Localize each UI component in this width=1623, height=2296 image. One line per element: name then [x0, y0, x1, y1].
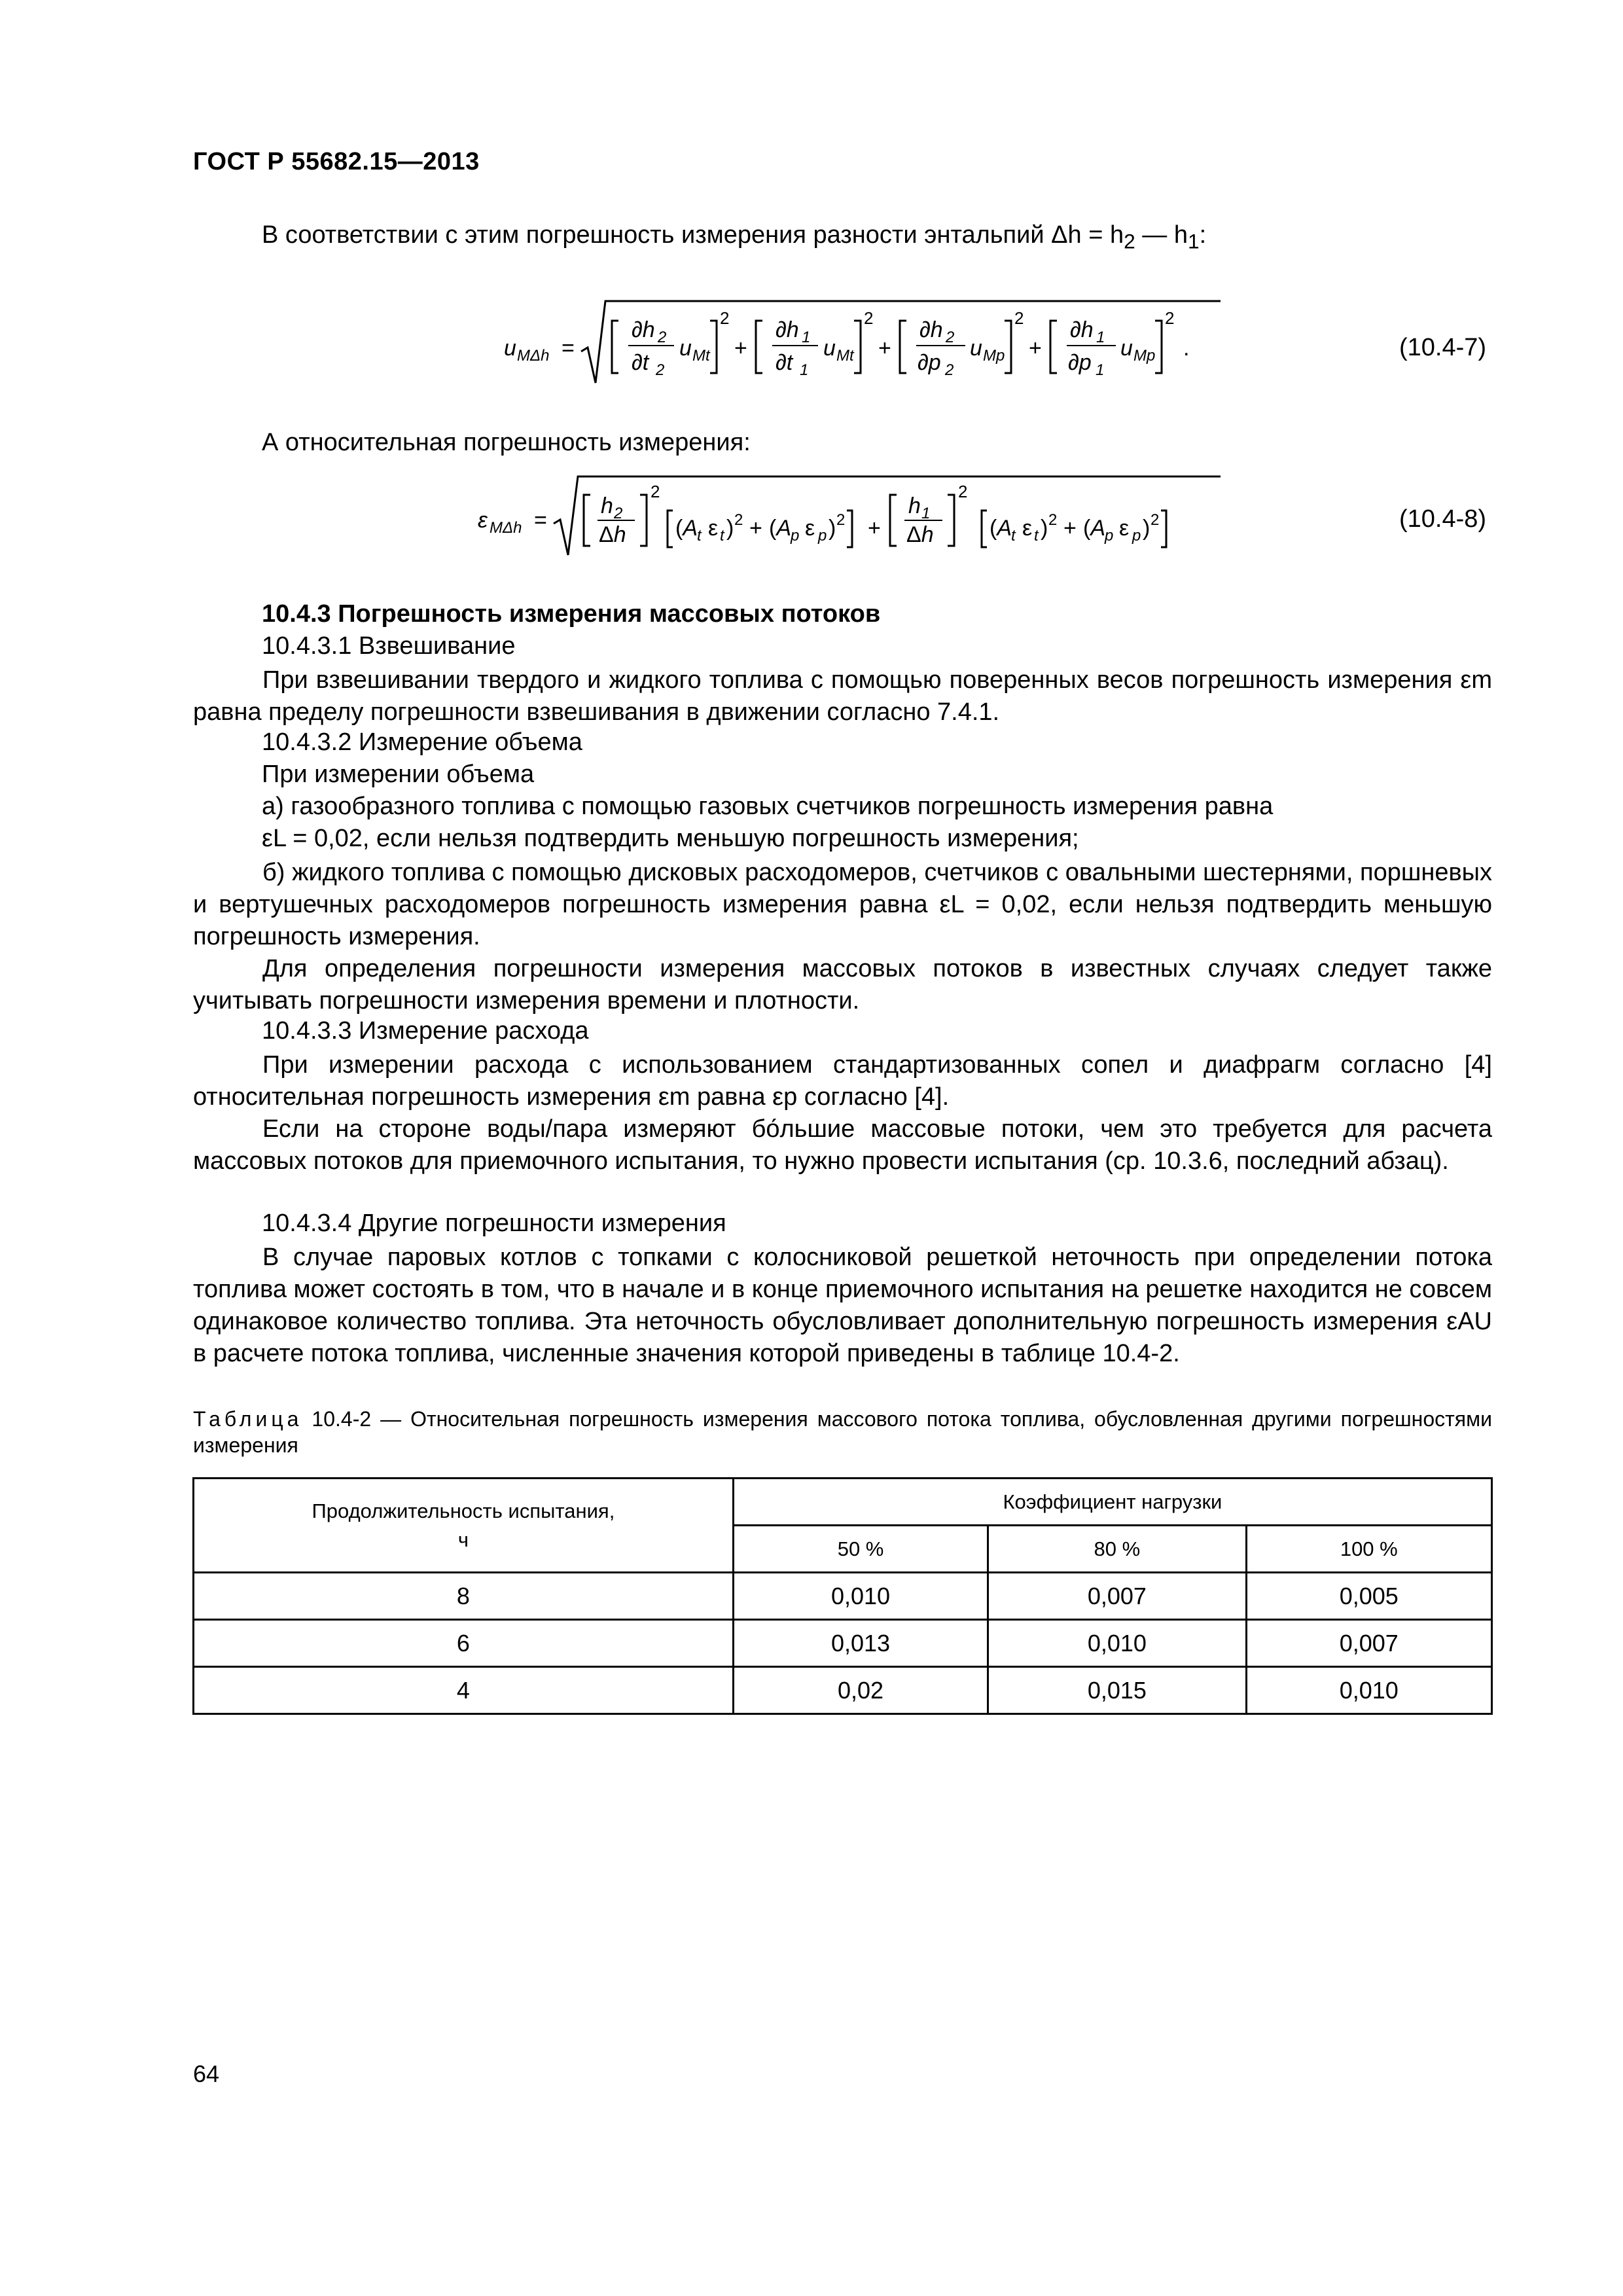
subsection-title-10-4-3-2: 10.4.3.2 Измерение объема [262, 728, 582, 756]
header-100: 100 % [1246, 1526, 1491, 1573]
svg-text:1: 1 [1096, 329, 1105, 346]
svg-text:p: p [818, 527, 827, 545]
svg-text:1: 1 [1096, 361, 1105, 379]
svg-text:MΔh: MΔh [517, 347, 550, 365]
subsection-title-10-4-3-1: 10.4.3.1 Взвешивание [262, 632, 516, 660]
svg-text:u: u [1120, 336, 1133, 361]
table-row [194, 1620, 1492, 1667]
table-caption-label: Таблица [193, 1407, 303, 1431]
svg-text:+: + [749, 516, 762, 541]
svg-text:∂p: ∂p [1068, 350, 1092, 375]
svg-text:MΔh: MΔh [490, 519, 522, 537]
table-cell: 0,010 [988, 1620, 1246, 1667]
volume-intro: При измерении объема [262, 761, 535, 788]
other-errors-paragraph: В случае паровых котлов с топками с колосниковой решеткой неточность при определении потока топлива может состоять в том, что в начале и в конце приемочного испытания на решетке находится не совсем одинаковое количество топлива. Эта неточность обусловливает дополнительную погрешность измерения εAU в расчете потока топлива, численные значения которой приведены в таблице 10.4-2. [193, 1244, 1492, 1367]
svg-text:2: 2 [656, 361, 665, 379]
svg-text:p: p [1132, 527, 1141, 545]
table-cell: 8 [194, 1573, 734, 1620]
volume-item-a: а) газообразного топлива с помощью газовых счетчиков погрешность измерения равна [262, 793, 1274, 820]
relative-error-label: А относительная погрешность измерения: [262, 429, 751, 456]
svg-text:2: 2 [658, 329, 667, 346]
svg-text:ε: ε [708, 516, 719, 541]
svg-text:=: = [562, 336, 575, 361]
flow-paragraph-2: Если на стороне воды/пара измеряют бо́льшие массовые потоки, чем это требуется для расчета массовых потоков для приемочного испытания, то нужно провести испытания (ср. 10.3.6, последний абзац). [193, 1115, 1492, 1175]
table-row [194, 1573, 1492, 1620]
svg-text:=: = [534, 508, 547, 533]
svg-text:+: + [878, 336, 891, 361]
svg-text:2: 2 [958, 482, 968, 501]
intro-sub-2: 2 [1124, 229, 1135, 253]
table-cell: 6 [194, 1620, 734, 1667]
svg-text:): ) [829, 516, 836, 541]
svg-text:h: h [908, 493, 921, 518]
svg-text:u: u [679, 336, 692, 361]
table-caption-text: 10.4-2 — Относительная погрешность измерения массового потока топлива, обусловленная другими погрешностями измерения [193, 1407, 1492, 1457]
svg-text:Mt: Mt [836, 347, 854, 365]
svg-text:2: 2 [1048, 511, 1058, 529]
svg-text:2: 2 [836, 511, 846, 529]
svg-text:2: 2 [945, 361, 954, 379]
flow-paragraph-1: При измерении расхода с использованием стандартизованных сопел и диафрагм согласно [4] относительная погрешность измерения εm равна εp согласно [4]. [193, 1051, 1492, 1111]
table-cell: 4 [194, 1667, 734, 1714]
equation-10-4-8 [471, 470, 1230, 562]
svg-text:2: 2 [734, 511, 743, 529]
table-cell: 0,007 [1246, 1620, 1491, 1667]
header-load-coefficient: Коэффициент нагрузки [733, 1479, 1491, 1526]
table-cell: 0,02 [733, 1667, 988, 1714]
intro-line [262, 221, 1206, 254]
svg-text:): ) [726, 516, 734, 541]
svg-text:t: t [720, 527, 724, 545]
svg-text:Mp: Mp [983, 347, 1005, 365]
table-cell: 0,015 [988, 1667, 1246, 1714]
svg-text:.: . [1183, 336, 1190, 361]
equation-number-10-4-7: (10.4-7) [1399, 334, 1487, 361]
table-cell: 0,010 [1246, 1667, 1491, 1714]
header-duration [194, 1479, 734, 1573]
svg-text:Δh: Δh [906, 522, 934, 547]
svg-text:(A: (A [675, 516, 698, 541]
svg-text:(A: (A [990, 516, 1012, 541]
svg-text:2: 2 [1014, 308, 1024, 328]
volume-item-b: б) жидкого топлива с помощью дисковых расходомеров, счетчиков с овальными шестернями, поршневых и вертушечных расходомеров погрешность измерения равна εL = 0,02, если нельзя подтвердить меньшую погрешность измерения. [193, 859, 1492, 950]
svg-text:): ) [1143, 516, 1150, 541]
svg-text:∂h: ∂h [1070, 317, 1094, 342]
svg-text:1: 1 [802, 329, 811, 346]
table-caption [193, 1406, 1492, 1458]
intro-text: В соответствии с этим погрешность измерения разности энтальпий Δh = h [262, 221, 1124, 249]
svg-text:2: 2 [946, 329, 955, 346]
svg-text:(A: (A [769, 516, 792, 541]
svg-text:ε: ε [805, 516, 815, 541]
svg-text:+: + [734, 336, 747, 361]
table-row [194, 1667, 1492, 1714]
svg-text:1: 1 [921, 505, 931, 522]
svg-text:p: p [791, 527, 800, 545]
svg-text:u: u [823, 336, 836, 361]
svg-text:2: 2 [720, 308, 730, 328]
svg-text:∂t: ∂t [632, 350, 649, 375]
equation-10-4-7 [484, 291, 1224, 393]
table-cell: 0,007 [988, 1573, 1246, 1620]
table-header-row [194, 1479, 1492, 1526]
svg-text:t: t [697, 527, 702, 545]
equation-number-10-4-8: (10.4-8) [1399, 505, 1487, 533]
svg-text:h: h [601, 493, 613, 518]
svg-text:ε: ε [478, 508, 488, 533]
svg-text:Mt: Mt [692, 347, 710, 365]
paragraph-weighing: При взвешивании твердого и жидкого топлива с помощью поверенных весов погрешность измерения εm равна пределу погрешности взвешивания в движении согласно 7.4.1. [193, 666, 1492, 726]
svg-text:t: t [1011, 527, 1016, 545]
svg-text:∂t: ∂t [776, 350, 793, 375]
header-80: 80 % [988, 1526, 1246, 1573]
svg-text:): ) [1041, 516, 1048, 541]
intro-colon: : [1199, 221, 1207, 249]
intro-dash: — h [1135, 221, 1188, 249]
section-title: 10.4.3 Погрешность измерения массовых потоков [262, 600, 881, 628]
header-duration-line2: ч [457, 1528, 469, 1551]
document-header: ГОСТ Р 55682.15—2013 [193, 148, 480, 175]
svg-text:Δh: Δh [599, 522, 626, 547]
intro-sub-1: 1 [1187, 229, 1200, 253]
svg-text:u: u [504, 336, 516, 361]
svg-text:∂p: ∂p [918, 350, 941, 375]
volume-item-a-value: εL = 0,02, если нельзя подтвердить меньшую погрешность измерения; [262, 825, 1079, 852]
table-cell: 0,013 [733, 1620, 988, 1667]
svg-text:p: p [1105, 527, 1114, 545]
svg-text:+: + [1029, 336, 1042, 361]
svg-text:∂h: ∂h [776, 317, 799, 342]
svg-text:∂h: ∂h [919, 317, 943, 342]
subsection-title-10-4-3-3: 10.4.3.3 Измерение расхода [262, 1017, 589, 1045]
svg-text:+: + [868, 516, 881, 541]
error-table [192, 1477, 1493, 1715]
header-duration-line1: Продолжительность испытания, [312, 1499, 615, 1522]
svg-text:1: 1 [800, 361, 809, 379]
svg-text:(A: (A [1083, 516, 1106, 541]
svg-text:+: + [1063, 516, 1077, 541]
svg-text:∂h: ∂h [632, 317, 655, 342]
page-number: 64 [193, 2060, 220, 2087]
table-cell: 0,010 [733, 1573, 988, 1620]
svg-text:ε: ε [1022, 516, 1033, 541]
svg-text:u: u [970, 336, 982, 361]
subsection-title-10-4-3-4: 10.4.3.4 Другие погрешности измерения [262, 1210, 726, 1237]
svg-text:2: 2 [864, 308, 874, 328]
header-50: 50 % [733, 1526, 988, 1573]
svg-text:2: 2 [1165, 308, 1175, 328]
svg-text:2: 2 [651, 482, 660, 501]
table-cell: 0,005 [1246, 1573, 1491, 1620]
svg-text:Mp: Mp [1133, 347, 1156, 365]
volume-note: Для определения погрешности измерения массовых потоков в известных случаях следует также учитывать погрешности измерения времени и плотности. [193, 955, 1492, 1014]
svg-text:2: 2 [614, 505, 623, 522]
svg-text:t: t [1034, 527, 1039, 545]
svg-text:2: 2 [1150, 511, 1160, 529]
svg-text:ε: ε [1119, 516, 1130, 541]
